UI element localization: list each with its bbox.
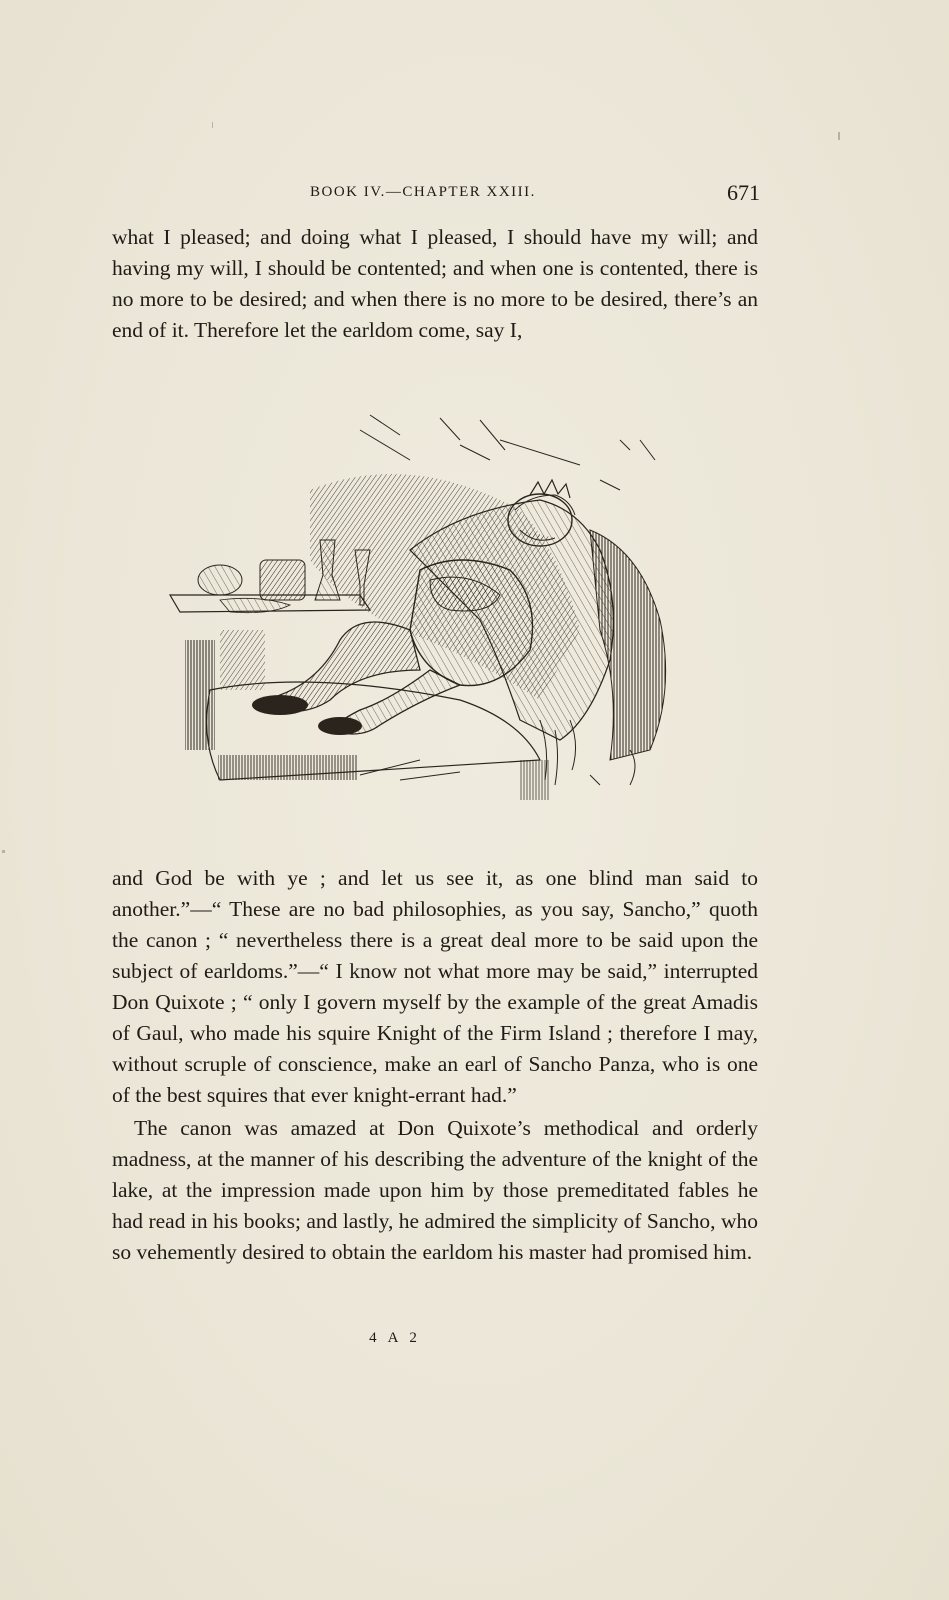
paper-speck xyxy=(212,122,213,128)
paragraph-continued: and God be with ye ; and let us see it, as one blind man said to another.”—“ These are no bad philosophies, as you say, Sancho,” quoth the canon ; “ nevertheless there is a great deal more to be said upon the subject of earldoms.”—“ I know not what more may be said,” interrupted Don Quixote ; “ only I govern myself by the example of the great Amadis of Gaul, who made his squire Knight of the Firm Island ; therefore I may, without scruple of conscience, make an earl of Sancho Panza, who is one of the best squires that ever knight-errant had.” xyxy=(112,866,758,1107)
signature-mark: 4 A 2 xyxy=(369,1330,421,1346)
text-block-top xyxy=(112,222,758,346)
paragraph-next: The canon was amazed at Don Quixote’s methodical and orderly madness, at the manner of his describing the adventure of the knight of the lake, at the impression made upon him by those premeditated fables he had read in his books; and lastly, he admired the simplicity of Sancho, who so vehemently desired to obtain the earldom his master had promised him. xyxy=(112,1116,758,1264)
running-head xyxy=(110,180,760,210)
page-number: 671 xyxy=(727,180,760,205)
running-title: BOOK IV.—CHAPTER XXIII. xyxy=(310,184,536,200)
sleeping-man-engraving-icon xyxy=(160,400,700,820)
illustration-engraving xyxy=(160,400,700,820)
paper-speck xyxy=(838,132,840,140)
text-block-bottom xyxy=(112,863,758,1268)
paragraph-top: what I pleased; and doing what I pleased, I should have my will; and having my will, I should be contented; and when one is contented, there is no more to be desired; and when there is no more to be desired, there’s an end of it. Therefore let the earldom come, say I, xyxy=(112,225,758,342)
paper-speck xyxy=(2,850,5,853)
